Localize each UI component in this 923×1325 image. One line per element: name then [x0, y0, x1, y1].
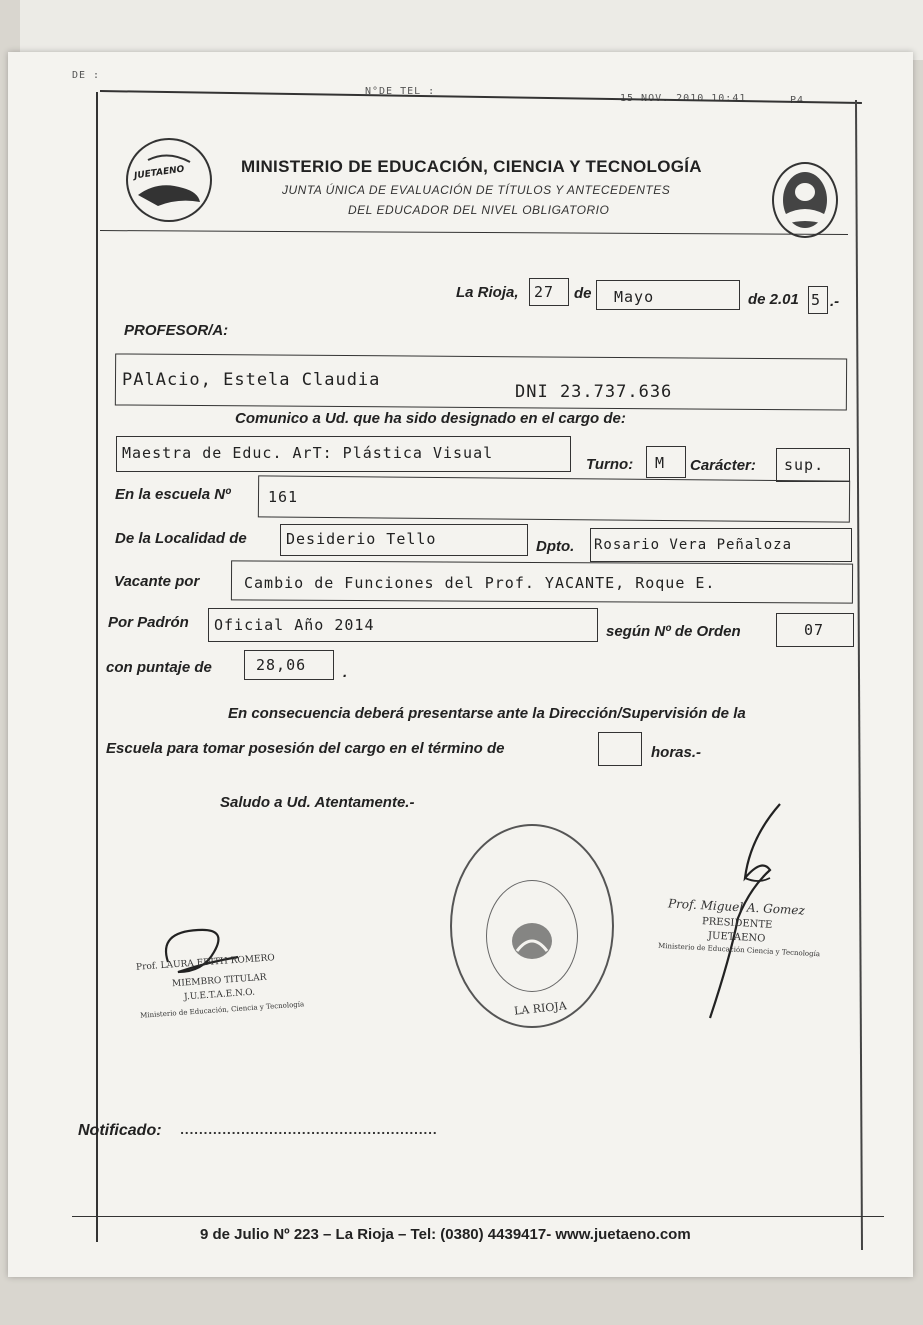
caracter-label: Carácter:	[690, 457, 756, 474]
date-year-digit: 5	[811, 291, 822, 309]
escuela-value: 161	[268, 488, 299, 506]
cargo-value: Maestra de Educ. ArT: Plástica Visual	[122, 444, 494, 462]
padron-label: Por Padrón	[108, 614, 189, 631]
consecuencia-line2: Escuela para tomar posesión del cargo en el término de	[106, 740, 505, 757]
signer-left-ministry: Ministerio de Educación, Ciencia y Tecnología	[139, 1000, 305, 1020]
horas-field	[598, 732, 642, 766]
turno-field	[646, 446, 686, 478]
background-sheet	[20, 0, 923, 60]
profesor-dni: DNI 23.737.636	[515, 382, 673, 402]
fax-page: P4	[790, 95, 805, 106]
localidad-label: De la Localidad de	[115, 530, 247, 547]
profesor-label: PROFESOR/A:	[124, 322, 229, 339]
board-title-line1: JUNTA ÚNICA DE EVALUACIÓN DE TÍTULOS Y ANTECEDENTES	[282, 183, 671, 197]
date-place-label: La Rioja,	[456, 284, 519, 301]
turno-value: M	[655, 454, 666, 472]
caracter-value: sup.	[784, 456, 825, 474]
dpto-label: Dpto.	[536, 538, 575, 555]
consecuencia-line1: En consecuencia deberá presentarse ante la Dirección/Supervisión de la	[228, 705, 746, 722]
stamp-emblem	[486, 880, 578, 992]
dpto-value: Rosario Vera Peñaloza	[594, 537, 793, 553]
juetaeno-logo-icon	[126, 138, 212, 222]
fax-from: DE :	[72, 70, 101, 81]
saludo-text: Saludo a Ud. Atentamente.-	[220, 794, 415, 811]
fax-datetime: 15 NOV. 2010 10:41	[620, 93, 747, 104]
vacante-value: Cambio de Funciones del Prof. YACANTE, Roque E.	[244, 574, 716, 592]
date-month-value: Mayo	[614, 288, 655, 306]
ministry-title: MINISTERIO DE EDUCACIÓN, CIENCIA Y TECNOLOGÍA	[241, 157, 702, 176]
signer-right-role: PRESIDENTE	[701, 916, 773, 931]
date-suffix: .-	[830, 293, 840, 310]
escuela-label: En la escuela Nº	[115, 486, 231, 503]
escuela-field	[258, 475, 850, 522]
profesor-name: PAlAcio, Estela Claudia	[122, 370, 381, 390]
stamp-text: LA RIOJA	[513, 999, 568, 1018]
board-title-line2: DEL EDUCADOR DEL NIVEL OBLIGATORIO	[348, 203, 610, 217]
signer-left-name: Prof. LAURA EDITH ROMERO	[135, 953, 276, 973]
date-day-value: 27	[534, 283, 555, 301]
notificado-label: Notificado:	[78, 1122, 162, 1139]
padron-value: Oficial Año 2014	[214, 616, 375, 634]
signer-left-org: J.U.E.T.A.E.N.O.	[183, 987, 256, 1003]
signer-left-role: MIEMBRO TITULAR	[171, 972, 267, 990]
signer-right-org: JUETAENO	[707, 930, 766, 945]
frame-left-line	[96, 92, 98, 1242]
logo-label: JUETAENO	[133, 164, 185, 182]
date-year-label: de 2.01	[748, 291, 799, 308]
turno-label: Turno:	[586, 456, 634, 473]
notificado-dots: .......................................................	[180, 1124, 438, 1137]
date-de-label: de	[574, 285, 592, 302]
horas-label: horas.-	[651, 744, 702, 761]
vacante-label: Vacante por	[114, 573, 200, 590]
localidad-value: Desiderio Tello	[286, 530, 437, 548]
footer-address: 9 de Julio Nº 223 – La Rioja – Tel: (0380) 4439417- www.juetaeno.com	[200, 1226, 691, 1243]
puntaje-value: 28,06	[256, 656, 307, 674]
puntaje-label: con puntaje de	[106, 659, 212, 676]
orden-value: 07	[804, 621, 825, 639]
signer-right-ministry: Ministerio de Educación Ciencia y Tecnología	[657, 941, 821, 959]
fax-tel: N°DE TEL :	[365, 86, 436, 97]
orden-label: según Nº de Orden	[606, 623, 741, 640]
designation-text: Comunico a Ud. que ha sido designado en el cargo de:	[235, 410, 626, 427]
signer-right-name: Prof. Miguel A. Gomez	[667, 896, 806, 918]
puntaje-dot: .	[343, 664, 348, 681]
ministry-emblem-icon	[772, 162, 838, 238]
footer-divider	[72, 1216, 884, 1217]
